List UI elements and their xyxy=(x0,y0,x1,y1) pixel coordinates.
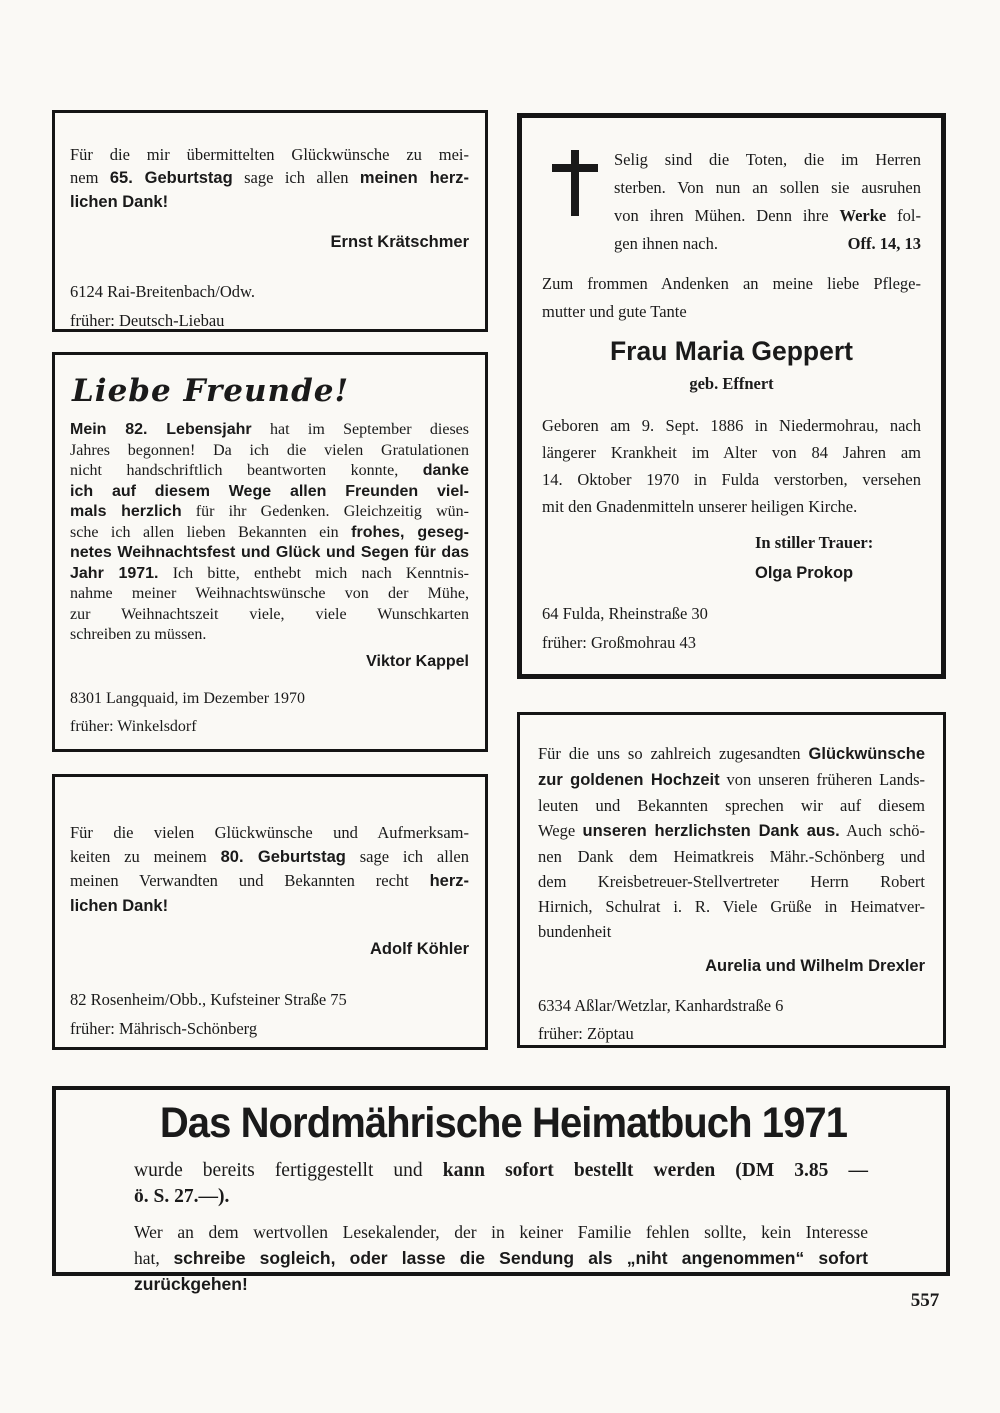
body-lines: Für die vielen Glückwünsche und Aufmerksam- keiten zu meinem 80. Geburtstag sage ich allen meinen Verwandten und Bekannten recht herz- lichen Dank! xyxy=(70,823,469,915)
thanks-box-drexler xyxy=(517,712,946,1048)
address-block xyxy=(538,992,925,1048)
address-line: früher: Winkelsdorf xyxy=(70,718,197,736)
address-line: früher: Zöptau xyxy=(538,1024,634,1043)
thanks-box-kappel xyxy=(52,352,488,752)
signature: Aurelia und Wilhelm Drexler xyxy=(705,957,925,975)
address-line: früher: Großmohrau 43 xyxy=(542,633,696,652)
scripture-row xyxy=(542,146,921,258)
ad-box-heimatbuch xyxy=(52,1086,950,1294)
address-line: 6124 Rai-Breitenbach/Odw. xyxy=(70,282,255,301)
script-heading: Liebe Freunde! xyxy=(72,373,350,409)
signature: Adolf Köhler xyxy=(370,940,469,958)
scripture-verse: Selig sind die Toten, die im Herren sterben. Von nun an sollen sie ausruhen von ihren Mühen. Denn ihre Werke fol- gen ihnen nach. Off. 14, 13 xyxy=(614,150,921,253)
address-block xyxy=(70,985,469,1043)
signature: Ernst Krätschmer xyxy=(330,233,469,251)
cross-icon xyxy=(552,150,598,216)
thanks-box-koehler xyxy=(52,774,488,1050)
address-block xyxy=(542,599,921,657)
maiden-name: geb. Effnert xyxy=(689,374,774,393)
address-line: 64 Fulda, Rheinstraße 30 xyxy=(542,604,708,623)
address-line: früher: Mährisch-Schönberg xyxy=(70,1018,258,1038)
address-block xyxy=(70,685,469,741)
body-lines: Für die mir übermittelten Glückwünsche zu mei- nem 65. Geburtstag sage ich allen meinen herz- lichen Dank! xyxy=(70,145,469,211)
mourner-name: Olga Prokop xyxy=(755,564,854,582)
address-line: 8301 Langquaid, im Dezember 1970 xyxy=(70,690,306,708)
address-block xyxy=(70,277,469,335)
address-line: 6334 Aßlar/Wetzlar, Kanhardstraße 6 xyxy=(538,996,784,1015)
page-number: 557 xyxy=(910,1290,940,1311)
ad-paragraph-note: Wer an dem wertvollen Lesekalender, der in keiner Familie fehlen sollte, kein Interesse hat, schreibe sogleich, oder lasse die Sendung als „niht angenommen“ sofort zurückgehen! xyxy=(134,1222,868,1294)
body-lines: Mein 82. Lebensjahr hat im September dieses Jahres begonnen! Da ich die vielen Gratulationen nicht handschriftlich beantworten konnte, danke ich auf diesem Wege allen Freunden viel- mals herzlich für ihr Gedenken. Gleichzeitig wün- sche ich allen lieben Bekannten ein frohes, geseg- netes Weihnachtsfest und Glück und Segen für das Jahr 1971. Ich bitte, enthebt mich nach Kenntnis- nahme meiner Weihnachtswünsche von der Mühe, zur Weihnachtszeit viele, viele Wunschkarten schreiben zu müssen. xyxy=(70,421,470,644)
address-line: 82 Rosenheim/Obb., Kufsteiner Straße 75 xyxy=(70,989,347,1009)
body-lines: Für die uns so zahlreich zugesandten Glückwünsche zur goldenen Hochzeit von unseren früheren Lands- leuten und Bekannten sprechen wir auf diesem Wege unseren herzlichsten Dank aus. Auch schö- nen Dank dem Heimatkreis Mähr.-Schönberg und dem Kreisbetreuer-Stellvertreter Herrn Robert Hirnich, Schulrat i. R. Viele Grüße in Heimatver- bundenheit xyxy=(538,744,926,941)
obituary-box xyxy=(517,113,946,679)
ad-paragraph-order: wurde bereits fertiggestellt und kann sofort bestellt werden (DM 3.85 — ö. S. 27.—). xyxy=(134,1160,868,1207)
thanks-box-kraetschmer xyxy=(52,110,488,332)
obituary-body: Geboren am 9. Sept. 1886 in Niedermohrau, nach längerer Krankheit im Alter von 84 Jahren am 14. Oktober 1970 in Fulda verstorben, versehen mit den Gnadenmitteln unserer heiligen Kirche. xyxy=(542,416,921,516)
memorial-intro: Zum frommen Andenken an meine liebe Pflege- mutter und gute Tante xyxy=(542,274,921,321)
ad-title: Das Nordmährische Heimatbuch 1971 xyxy=(159,1099,848,1147)
address-line: früher: Deutsch-Liebau xyxy=(70,311,225,330)
deceased-name: Frau Maria Geppert xyxy=(610,336,853,366)
signature: Viktor Kappel xyxy=(366,652,469,670)
mourning-label: In stiller Trauer: xyxy=(755,533,874,552)
